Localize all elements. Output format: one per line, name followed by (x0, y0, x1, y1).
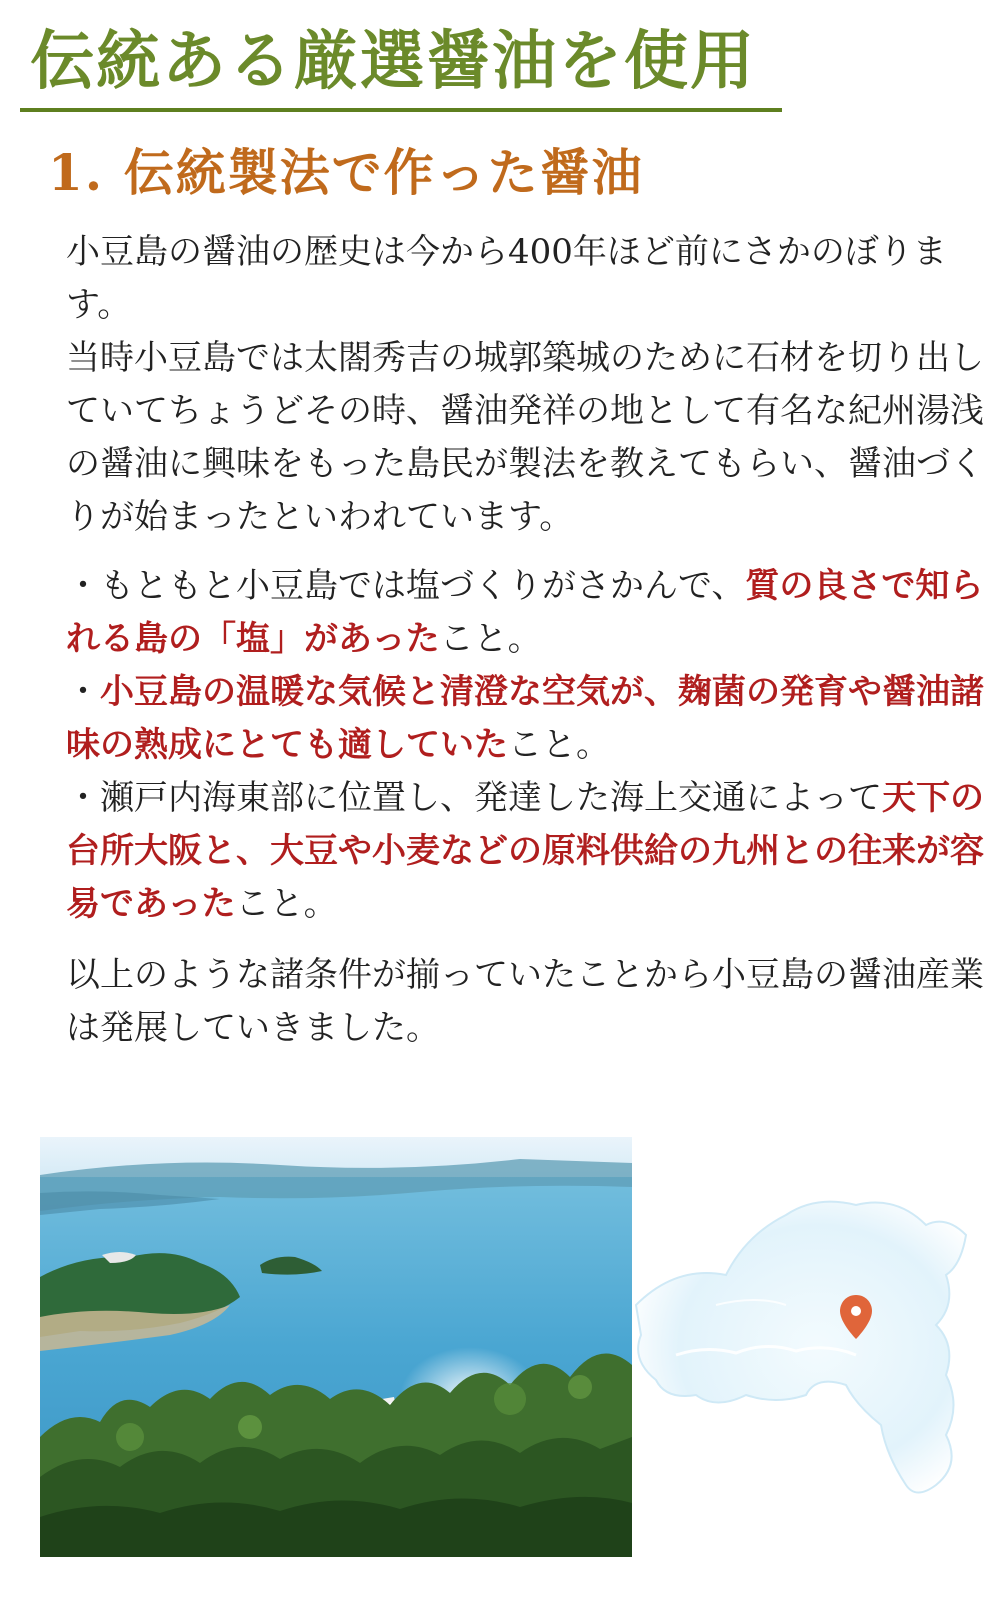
reason-salt-lead: ・もともと小豆島では塩づくりがさかんで、 (66, 566, 746, 606)
title-underline (20, 108, 782, 112)
reason-transport-lead: ・瀬戸内海東部に位置し、発達した海上交通によって (66, 778, 882, 818)
reason-climate-tail: こと。 (508, 725, 610, 765)
article-body (66, 226, 986, 1055)
conclusion-paragraph: 以上のような諸条件が揃っていたことから小豆島の醤油産業は発展していきました。 (66, 955, 984, 1048)
reason-climate-highlight: 小豆島の温暖な気候と清澄な空気が、麹菌の発育や醤油諸味の熟成にとても適していた (66, 672, 984, 765)
reason-transport-highlight: 天下の台所大阪と、大豆や小麦などの原料供給の九州との往来が容易であった (66, 778, 984, 924)
reason-transport-tail: こと。 (235, 884, 338, 924)
island-sea-photo (40, 1137, 632, 1557)
reason-salt-tail: こと。 (439, 619, 542, 659)
reason-salt-highlight: 質の良さで知られる島の「塩」があった (66, 566, 984, 659)
reason-transport (66, 772, 986, 931)
page-title: 伝統ある厳選醤油を使用 (30, 24, 756, 99)
reason-climate (66, 666, 986, 772)
section-title: 1. 伝統製法で作った醤油 (48, 143, 644, 202)
origin-paragraph: 当時小豆島では太閤秀吉の城郭築城のために石材を切り出していてちょうどその時、醤油発祥の地として有名な紀州湯浅の醤油に興味をもった島民が製法を教えてもらい、醤油づくりが始まったといわれています。 (66, 338, 984, 537)
shikoku-map (616, 1155, 1000, 1555)
history-paragraph: 小豆島の醤油の歴史は今から400年ほど前にさかのぼります。 (66, 232, 947, 325)
reason-salt (66, 560, 986, 666)
reason-climate-lead: ・ (66, 672, 100, 712)
